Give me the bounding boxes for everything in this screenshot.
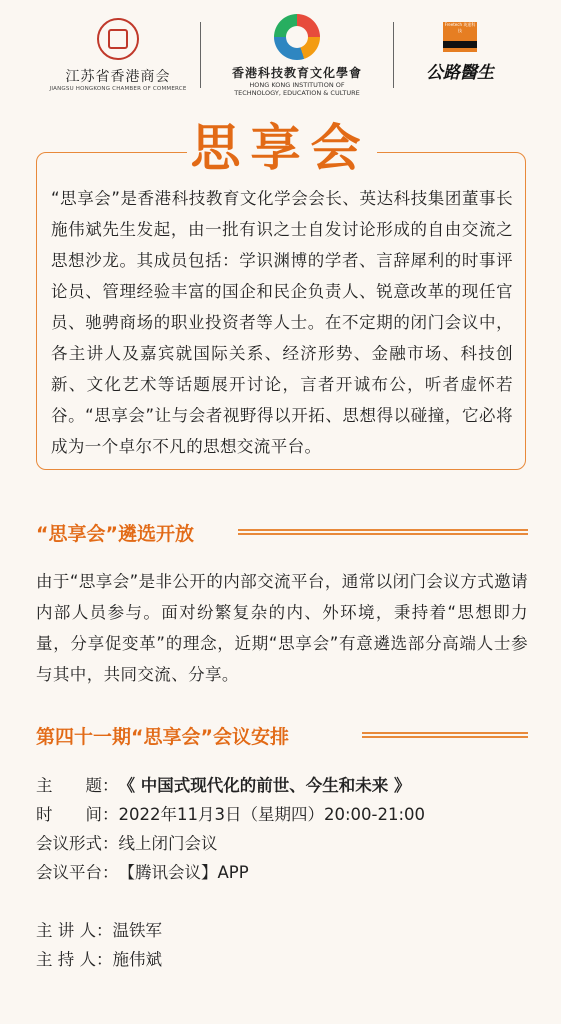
host-value: 施伟斌 — [112, 950, 162, 969]
section-title-selection: “思享会”遴选开放 — [36, 523, 194, 545]
format-label: 会议形式： — [36, 834, 119, 853]
speaker-row — [36, 917, 162, 941]
jiangsu-chamber-en: JIANGSU HONGKONG CHAMBER OF COMMERCE — [49, 86, 187, 92]
host-row — [36, 946, 162, 970]
logo-divider — [200, 22, 201, 88]
section-title-schedule: 第四十一期“思享会”会议安排 — [36, 726, 289, 748]
jiangsu-chamber-logo — [38, 18, 198, 92]
speaker-label: 主 讲 人： — [36, 921, 113, 940]
time-row — [36, 801, 425, 825]
topic-label: 主 题： — [36, 776, 119, 795]
speaker-value: 温铁军 — [112, 921, 162, 940]
freetech-box-text: Freetech 英達科技 — [444, 22, 476, 33]
section-divider — [238, 529, 528, 535]
jiangsu-chamber-name: 江苏省香港商会 — [65, 69, 171, 85]
hk-institution-name: 香港科技教育文化學會 — [231, 66, 362, 80]
selection-body: 由于“思享会”是非公开的内部交流平台，通常以闭门会议方式邀请内部人员参与。面对纷繁复杂的内、外环境，秉持着“思想即力量，分享促变革”的理念，近期“思享会”有意遴选部分高端人士参与其中，共同交流、分享。 — [36, 572, 528, 684]
time-label: 时 间： — [36, 805, 119, 824]
hk-institution-logo — [212, 14, 382, 97]
topic-value: 《 中国式现代化的前世、今生和未来 》 — [118, 776, 411, 795]
platform-label: 会议平台： — [36, 863, 119, 882]
logo-divider — [393, 22, 394, 88]
intro-text: “思享会”是香港科技教育文化学会会长、英达科技集团董事长施伟斌先生发起，由一批有识之士自发讨论形成的自由交流之思想沙龙。其成员包括：学识渊博的学者、言辞犀利的时事评论员、管理经验丰富的国企和民企负责人、锐意改革的现任官员、驰骋商场的职业投资者等人士。在不定期的闭门会议中，各主讲人及嘉宾就国际关系、经济形势、金融市场、科技创新、文化艺术等话题展开讨论，言者开诚布公，听者虚怀若谷。“思享会”让与会者视野得以开拓、思想得以碰撞，它必将成为一个卓尔不凡的思想交流平台。 — [51, 189, 513, 456]
road-doctor-name: 公路醫生 — [426, 63, 494, 83]
hk-institution-en-2: TECHNOLOGY, EDUCATION & CULTURE — [234, 89, 360, 97]
intro-box — [36, 152, 526, 470]
freetech-box-icon — [443, 22, 477, 52]
platform-row — [36, 859, 249, 883]
topic-row — [36, 772, 411, 796]
platform-value: 【腾讯会议】APP — [118, 863, 249, 882]
logo-header — [0, 0, 561, 110]
host-label: 主 持 人： — [36, 950, 113, 969]
section-divider — [362, 732, 528, 738]
time-value: 2022年11月3日（星期四）20:00-21:00 — [118, 805, 426, 824]
format-value: 线上闭门会议 — [118, 834, 218, 853]
road-doctor-logo — [410, 22, 510, 83]
ring-emblem-icon — [274, 14, 320, 60]
format-row — [36, 830, 218, 854]
hk-institution-en-1: HONG KONG INSTITUTION OF — [249, 81, 345, 89]
page-title: 思享会 — [190, 118, 371, 177]
seal-icon — [97, 18, 139, 60]
